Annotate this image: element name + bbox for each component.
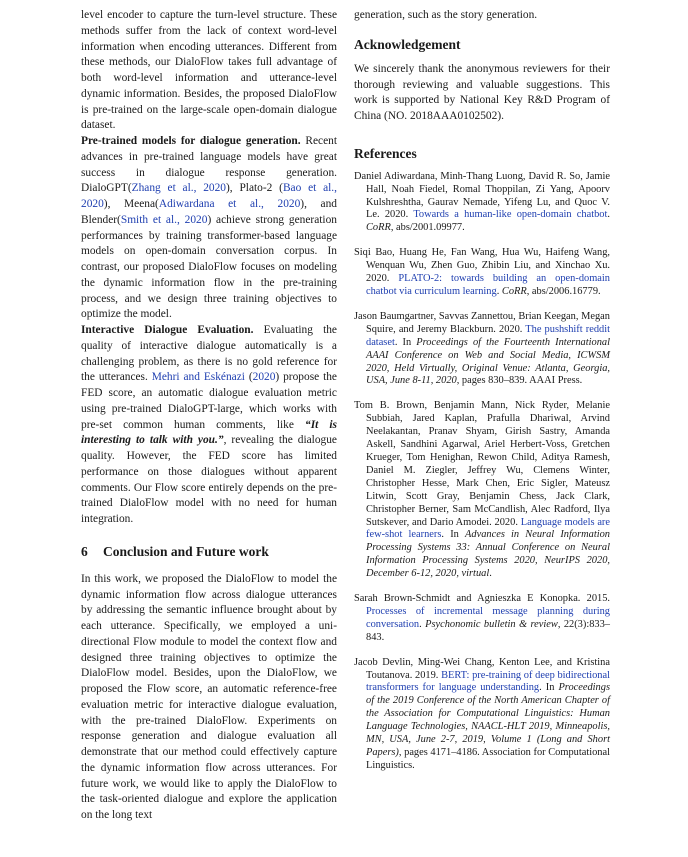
reference-entry — [354, 400, 610, 581]
text-run: , revealing the dialogue quality. However, the FED score has limited performance on those dialogues without apparent comments. Our Flow score entirely depends on the pre-trained DialoFlow model with no need for human integration. — [81, 434, 337, 525]
citation-link[interactable]: Bao et al., 2020 — [81, 182, 337, 210]
text-run: ( — [244, 371, 253, 384]
text-run: Recent advances in pre-trained language models have great success in dialogue response generation. DialoGPT( — [81, 135, 337, 195]
ref-details: , pages 830–839. AAAI Press. — [456, 375, 583, 387]
ref-details: . — [489, 568, 492, 580]
left-column — [81, 8, 337, 824]
reference-entry — [354, 311, 610, 388]
text-run: ), Plato-2 ( — [226, 182, 283, 195]
ref-details: , abs/2001.09977. — [390, 222, 465, 234]
quoted-comment: “It is interesting to talk with you.” — [81, 418, 337, 447]
ref-title-link[interactable]: BERT: pre-training of deep bidirectional transformers for language understanding — [366, 669, 610, 694]
ref-venue: CoRR — [366, 222, 391, 234]
conclusion-paragraph: In this work, we proposed the DialoFlow to model the dynamic information flow across dialogue utterances by addressing the semantic influence brought about by each utterance. Specifically, we employed a uni-directional Flow module to model the context flow and designed three training objectives to optimize the DialoFlow model. Besides, upon the DialoFlow, we proposed the Flow score, an automatic reference-free evaluation metric for interactive dialogue evaluation, with the pre-trained DialoFlow. Experiments on response generation and dialogue evaluation all demonstrate that our method could effectively capture the dynamic information flow across utterances. For future work, we would like to apply the DialoFlow to the task-oriented dialogue and explore the application on the long text — [81, 572, 337, 821]
ref-venue: Psychonomic bulletin & review — [425, 618, 558, 630]
references-heading: References — [354, 145, 417, 161]
paragraph-heading: Interactive Dialogue Evaluation. — [81, 324, 254, 336]
text-run: ) achieve strong generation performances by training transformer-based language models on open-domain conversation corpus. In contrast, our proposed DialoFlow focuses on modeling the dynamic information flow in the pre-training process, and we design three training objectives to optimize the model. — [81, 213, 337, 321]
ref-title-link[interactable]: Processes of incremental message planning during conversation — [366, 605, 610, 630]
text-run: . In — [394, 336, 417, 348]
citation-link[interactable]: Smith et al., 2020 — [120, 213, 208, 226]
ref-authors: Jacob Devlin, Ming-Wei Chang, Kenton Lee, and Kristina Toutanova. 2019. — [354, 656, 610, 681]
text-run: . In — [441, 529, 466, 541]
ref-title-link[interactable]: Language models are few-shot learners — [366, 516, 611, 541]
ref-venue: CoRR — [501, 286, 527, 297]
ref-authors: Sarah Brown-Schmidt and Agnieszka E Konopka. 2015. — [354, 593, 610, 605]
ref-title-link[interactable]: PLATO-2: towards building an open-domain chatbot via curriculum learning — [366, 273, 610, 297]
ref-details: , 22(3):833–843. — [366, 618, 610, 643]
related-work-intro: level encoder to capture the turn-level structure. These methods suffer from the lack of context word-level information when encoding utterances. Different from these methods, our DialoFlow takes full advantage of both word-level information and utterance-level dynamic information. Besides, the proposed DialoFlow is pre-trained on the large-scale open-domain dialogue dataset. — [81, 9, 337, 132]
text-run: ), Meena( — [103, 198, 159, 210]
ref-venue: Proceedings of the 2019 Conference of the North American Chapter of the Association for Computational Linguistics: Human Language Technologies, NAACL-HLT 2019, Minneapolis, MN, USA, June 2-7, 2019, Volume 1 (Long and Short Papers) — [366, 682, 610, 758]
ref-details: , pages 4171–4186. Association for Computational Linguistics. — [366, 747, 610, 771]
reference-entry — [354, 593, 610, 645]
ref-venue: Advances in Neural Information Processing Systems 33: Annual Conference on Neural Information Processing Systems 2020, NeurIPS 2020, December 6-12, 2020, virtual — [366, 529, 610, 580]
text-run: . — [419, 618, 426, 630]
citation-link[interactable]: Adiwardana et al., 2020 — [158, 198, 301, 210]
text-run: ), and Blender( — [81, 198, 338, 226]
ref-details: , abs/2006.16779. — [526, 286, 601, 297]
section-heading — [81, 544, 337, 560]
text-run: . In — [539, 682, 559, 694]
interactive-evaluation-paragraph — [81, 323, 337, 528]
section-title: Conclusion and Future work — [103, 543, 269, 559]
section-number: 6 — [81, 543, 88, 559]
ref-authors: Jason Baumgartner, Savvas Zannettou, Brian Keegan, Megan Squire, and Jeremy Blackburn. 2020. — [354, 310, 610, 335]
paragraph-heading: Pre-trained models for dialogue generation. — [81, 135, 301, 147]
acknowledgement-heading: Acknowledgement — [354, 36, 461, 52]
pretrained-models-paragraph — [81, 134, 337, 323]
citation-link[interactable]: Zhang et al., 2020 — [131, 182, 227, 195]
text-run: Evaluating the quality of interactive dialogue automatically is a challenging problem, as there is no gold reference for the utterances. — [81, 324, 337, 384]
ref-authors: Tom B. Brown, Benjamin Mann, Nick Ryder, Melanie Subbiah, Jared Kaplan, Prafulla Dhariwal, Arvind Neelakantan, Pranav Shyam, Girish Sastry, Amanda Askell, Sandhini Agarwal, Ariel Herbert-Voss, Gretchen Krueger, Tom Henighan, Rewon Child, Aditya Ramesh, Daniel M. Ziegler, Jeffrey Wu, Clemens Winter, Christopher Hesse, Mark Chen, Eric Sigler, Mateusz Litwin, Scott Gray, Benjamin Chess, Jack Clark, Christopher Berner, Sam McCandlish, Alec Radford, Ilya Sutskever, and Dario Amodei. 2020. — [354, 400, 610, 528]
ref-title-link[interactable]: The pushshift reddit dataset — [366, 323, 610, 348]
reference-entry — [354, 657, 610, 773]
citation-link[interactable]: Mehri and Eskénazi — [151, 371, 245, 384]
right-column — [354, 8, 610, 785]
conclusion-continuation: generation, such as the story generation. — [354, 9, 538, 21]
text-run: . — [607, 209, 610, 221]
acknowledgement-text: We sincerely thank the anonymous reviewers for their thorough reviewing and valuable suggestions. This work is supported by National Key R&D Program of China (NO. 2018AAA0102502). — [354, 62, 610, 122]
ref-authors: Siqi Bao, Huang He, Fan Wang, Hua Wu, Haifeng Wang, Wenquan Wu, Zhen Guo, Zhibin Liu, and Xinchao Xu. 2020. — [354, 247, 610, 285]
reference-entry — [354, 247, 610, 299]
ref-authors: Daniel Adiwardana, Minh-Thang Luong, David R. So, Jamie Hall, Noah Fiedel, Romal Thoppilan, Zi Yang, Apoorv Kulshreshtha, Gaurav Nemade, Yifeng Lu, and Quoc V. Le. 2020. — [354, 170, 610, 221]
reference-entry — [354, 171, 610, 236]
text-run: . — [496, 286, 502, 297]
ref-title-link[interactable]: Towards a human-like open-domain chatbot — [413, 209, 608, 221]
text-run: ) propose the FED score, an automatic dialogue evaluation metric using pre-trained DialoGPT-large, which works with pre-set common human comments, like — [81, 371, 337, 431]
reference-list — [354, 171, 610, 773]
ref-venue: Proceedings of the Fourteenth International AAAI Conference on Web and Social Media, ICWSM 2020, Held Virtually, Original Venue: Atlanta, Georgia, USA, June 8-11, 2020 — [366, 336, 610, 387]
citation-link[interactable]: 2020 — [252, 371, 276, 384]
